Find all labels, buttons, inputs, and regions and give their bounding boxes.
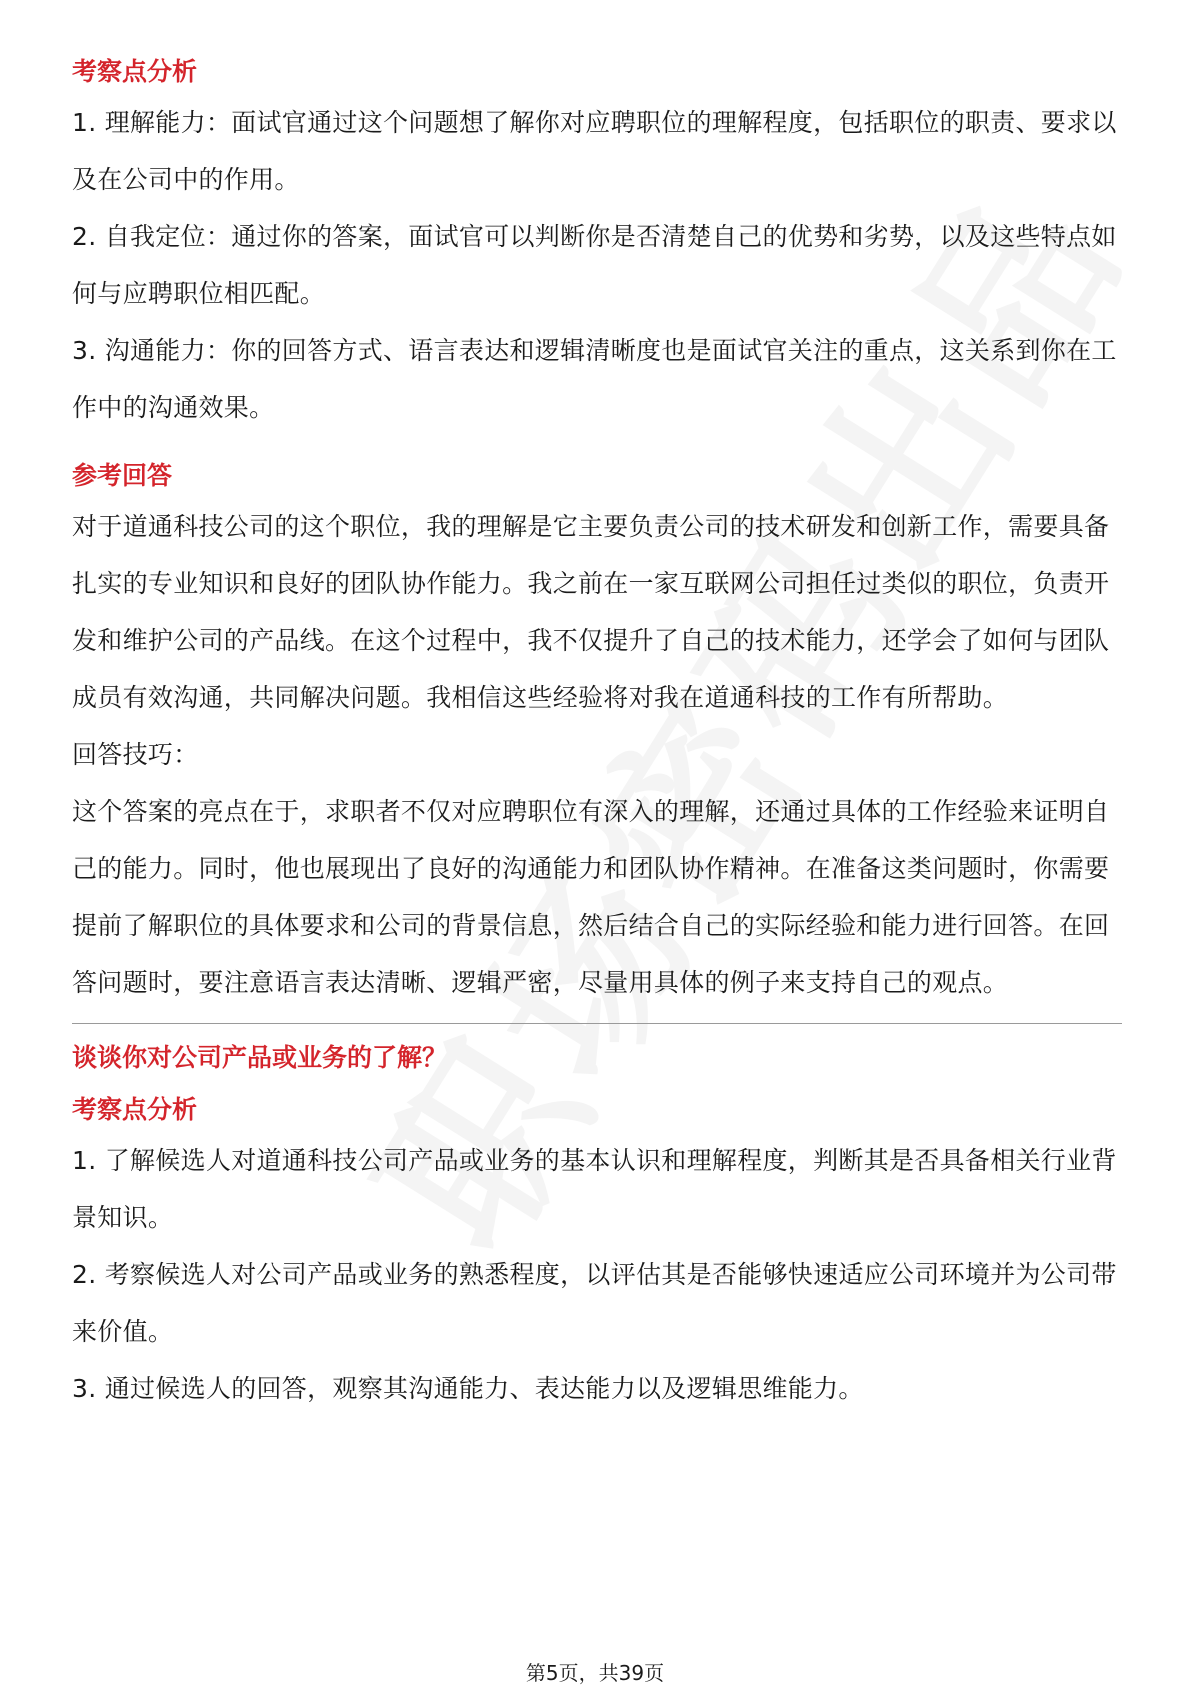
analysis-point: 3. 沟通能力：你的回答方式、语言表达和逻辑清晰度也是面试官关注的重点，这关系到你在工作中的沟通效果。 [72, 336, 1117, 422]
section-divider [72, 1023, 1122, 1024]
question-title: 谈谈你对公司产品或业务的了解？ [72, 1043, 448, 1072]
tips-text: 这个答案的亮点在于，求职者不仅对应聘职位有深入的理解，还通过具体的工作经验来证明自己的能力。同时，他也展现出了良好的沟通能力和团队协作精神。在准备这类问题时，你需要提前了解职位的具体要求和公司的背景信息，然后结合自己的实际经验和能力进行回答。在回答问题时，要注意语言表达清晰、逻辑严密，尽量用具体的例子来支持自己的观点。 [72, 797, 1110, 997]
reference-answer: 对于道通科技公司的这个职位，我的理解是它主要负责公司的技术研发和创新工作，需要具备扎实的专业知识和良好的团队协作能力。我之前在一家互联网公司担任过类似的职位，负责开发和维护公司的产品线。在这个过程中，我不仅提升了自己的技术能力，还学会了如何与团队成员有效沟通，共同解决问题。我相信这些经验将对我在道通科技的工作有所帮助。 [72, 512, 1110, 712]
analysis-point: 1. 理解能力：面试官通过这个问题想了解你对应聘职位的理解程度，包括职位的职责、要求以及在公司中的作用。 [72, 108, 1117, 194]
analysis-point: 1. 了解候选人对道通科技公司产品或业务的基本认识和理解程度，判断其是否具备相关行业背景知识。 [72, 1146, 1117, 1232]
section-heading-analysis: 考察点分析 [72, 57, 198, 86]
tips-label: 回答技巧： [72, 740, 199, 769]
analysis-point: 3. 通过候选人的回答，观察其沟通能力、表达能力以及逻辑思维能力。 [72, 1374, 864, 1403]
section-heading-analysis: 考察点分析 [72, 1095, 198, 1124]
page-number: 第5页，共39页 [525, 1661, 665, 1685]
section-heading-answer: 参考回答 [72, 461, 173, 490]
analysis-point: 2. 自我定位：通过你的答案，面试官可以判断你是否清楚自己的优势和劣势，以及这些特点如何与应聘职位相匹配。 [72, 222, 1117, 308]
document-body [72, 46, 1122, 1417]
analysis-point: 2. 考察候选人对公司产品或业务的熟悉程度，以评估其是否能够快速适应公司环境并为公司带来价值。 [72, 1260, 1117, 1346]
